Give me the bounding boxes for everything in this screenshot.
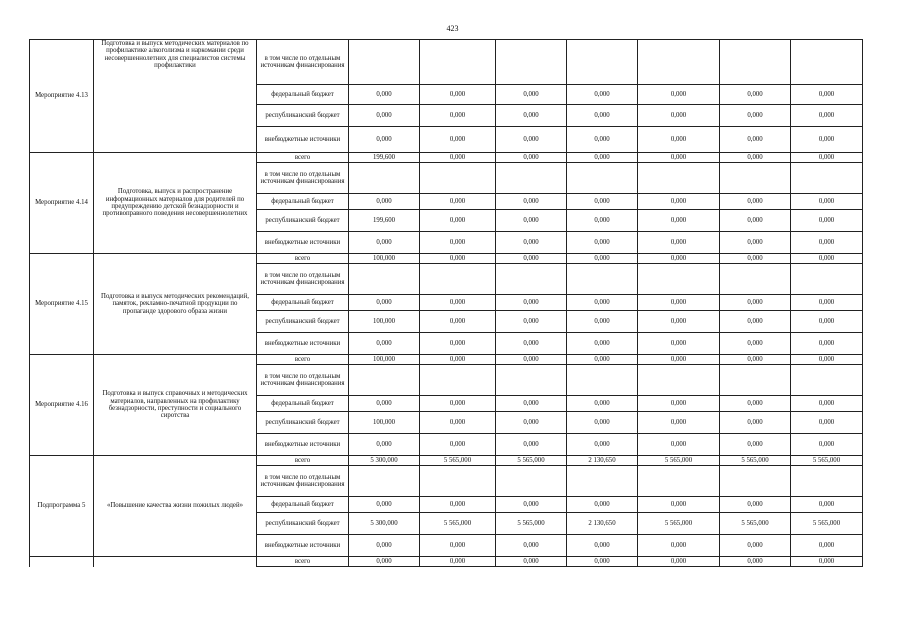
amount-cell: 0,000: [638, 311, 720, 333]
amount-cell: 0,000: [496, 105, 567, 127]
amount-cell: [349, 466, 420, 497]
amount-cell: 0,000: [791, 355, 863, 365]
amount-cell: 0,000: [567, 355, 638, 365]
amount-cell: [638, 365, 720, 396]
table-row: [30, 355, 863, 365]
funding-source: республиканский бюджет: [257, 210, 349, 232]
page-number: 423: [446, 24, 459, 33]
table-body: [30, 40, 863, 567]
amount-cell: 0,000: [420, 153, 496, 163]
funding-source: всего: [257, 254, 349, 264]
amount-cell: [720, 163, 791, 194]
amount-cell: 0,000: [496, 153, 567, 163]
amount-cell: [791, 466, 863, 497]
amount-cell: 0,000: [791, 412, 863, 434]
amount-cell: 0,000: [567, 194, 638, 210]
amount-cell: 0,000: [638, 153, 720, 163]
budget-table: [29, 39, 863, 567]
funding-source: республиканский бюджет: [257, 105, 349, 127]
amount-cell: [791, 365, 863, 396]
amount-cell: 5 565,000: [638, 456, 720, 466]
amount-cell: [496, 365, 567, 396]
amount-cell: 0,000: [496, 434, 567, 456]
amount-cell: 0,000: [720, 210, 791, 232]
amount-cell: [791, 163, 863, 194]
amount-cell: 0,000: [791, 210, 863, 232]
amount-cell: 0,000: [720, 355, 791, 365]
amount-cell: 5 565,000: [420, 456, 496, 466]
amount-cell: 0,000: [349, 557, 420, 567]
amount-cell: 0,000: [496, 232, 567, 254]
activity-code: Мероприятие 4.16: [30, 355, 94, 456]
amount-cell: 0,000: [638, 434, 720, 456]
amount-cell: 0,000: [420, 557, 496, 567]
funding-source: федеральный бюджет: [257, 295, 349, 311]
amount-cell: [420, 163, 496, 194]
amount-cell: [349, 40, 420, 85]
amount-cell: 0,000: [567, 497, 638, 513]
funding-source: всего: [257, 153, 349, 163]
amount-cell: 0,000: [349, 535, 420, 557]
funding-source: в том числе по отдельным источникам финансирования: [257, 163, 349, 194]
amount-cell: [420, 365, 496, 396]
amount-cell: 0,000: [791, 295, 863, 311]
amount-cell: 0,000: [567, 333, 638, 355]
amount-cell: 0,000: [567, 85, 638, 105]
amount-cell: 0,000: [420, 434, 496, 456]
amount-cell: 0,000: [567, 557, 638, 567]
amount-cell: 0,000: [349, 333, 420, 355]
amount-cell: 0,000: [720, 232, 791, 254]
table-row: [30, 456, 863, 466]
amount-cell: 0,000: [720, 412, 791, 434]
activity-title: Подготовка, выпуск и распространение информационных материалов для родителей по предупреждению детской безнадзорности и противоправного поведения несовершеннолетних: [94, 153, 257, 254]
amount-cell: 0,000: [638, 194, 720, 210]
amount-cell: 2 130,650: [567, 513, 638, 535]
amount-cell: 0,000: [496, 295, 567, 311]
amount-cell: 0,000: [720, 557, 791, 567]
amount-cell: [420, 40, 496, 85]
amount-cell: 0,000: [420, 396, 496, 412]
amount-cell: 0,000: [349, 232, 420, 254]
amount-cell: 0,000: [420, 232, 496, 254]
amount-cell: 0,000: [496, 497, 567, 513]
amount-cell: 5 565,000: [791, 513, 863, 535]
funding-source: в том числе по отдельным источникам финансирования: [257, 365, 349, 396]
amount-cell: 0,000: [791, 333, 863, 355]
amount-cell: 0,000: [496, 557, 567, 567]
amount-cell: 0,000: [420, 535, 496, 557]
amount-cell: 5 565,000: [496, 456, 567, 466]
activity-code: Мероприятие 4.14: [30, 153, 94, 254]
amount-cell: 0,000: [496, 210, 567, 232]
amount-cell: 0,000: [567, 295, 638, 311]
amount-cell: [567, 466, 638, 497]
amount-cell: 0,000: [349, 434, 420, 456]
amount-cell: 0,000: [720, 535, 791, 557]
activity-title: Подготовка и выпуск справочных и методических материалов, направленных на профилактику безнадзорности, преступности и социального сиротства: [94, 355, 257, 456]
amount-cell: 0,000: [420, 497, 496, 513]
amount-cell: 5 300,000: [349, 513, 420, 535]
amount-cell: 0,000: [638, 232, 720, 254]
amount-cell: 0,000: [496, 412, 567, 434]
amount-cell: 0,000: [720, 295, 791, 311]
amount-cell: [720, 264, 791, 295]
amount-cell: 0,000: [791, 232, 863, 254]
amount-cell: [496, 163, 567, 194]
amount-cell: 0,000: [420, 105, 496, 127]
amount-cell: 0,000: [638, 497, 720, 513]
amount-cell: 0,000: [791, 557, 863, 567]
amount-cell: 0,000: [496, 85, 567, 105]
amount-cell: 0,000: [567, 434, 638, 456]
funding-source: внебюджетные источники: [257, 127, 349, 153]
amount-cell: 100,000: [349, 412, 420, 434]
amount-cell: 2 130,650: [567, 456, 638, 466]
amount-cell: [496, 466, 567, 497]
funding-source: республиканский бюджет: [257, 513, 349, 535]
activity-title: [94, 557, 257, 567]
activity-title: «Повышение качества жизни пожилых людей»: [94, 456, 257, 557]
amount-cell: 0,000: [638, 85, 720, 105]
funding-source: всего: [257, 355, 349, 365]
amount-cell: 0,000: [720, 333, 791, 355]
funding-source: в том числе по отдельным источникам финансирования: [257, 466, 349, 497]
amount-cell: 0,000: [638, 254, 720, 264]
amount-cell: 0,000: [567, 153, 638, 163]
amount-cell: 0,000: [567, 105, 638, 127]
amount-cell: 0,000: [496, 127, 567, 153]
amount-cell: 0,000: [496, 333, 567, 355]
amount-cell: 5 565,000: [720, 456, 791, 466]
amount-cell: 0,000: [638, 333, 720, 355]
funding-source: в том числе по отдельным источникам финансирования: [257, 264, 349, 295]
amount-cell: 0,000: [496, 535, 567, 557]
amount-cell: 5 565,000: [420, 513, 496, 535]
amount-cell: 100,000: [349, 254, 420, 264]
amount-cell: 0,000: [720, 127, 791, 153]
amount-cell: 5 565,000: [791, 456, 863, 466]
amount-cell: 0,000: [349, 396, 420, 412]
amount-cell: 0,000: [496, 355, 567, 365]
amount-cell: 100,000: [349, 311, 420, 333]
amount-cell: 199,600: [349, 153, 420, 163]
activity-title: Подготовка и выпуск методических материалов по профилактике алкоголизма и наркомании среди несовершеннолетних для специалистов системы профилактики: [94, 40, 257, 153]
funding-source: в том числе по отдельным источникам финансирования: [257, 40, 349, 85]
amount-cell: [638, 163, 720, 194]
amount-cell: 0,000: [349, 194, 420, 210]
amount-cell: 0,000: [638, 535, 720, 557]
amount-cell: 0,000: [720, 85, 791, 105]
amount-cell: [349, 264, 420, 295]
amount-cell: 199,600: [349, 210, 420, 232]
amount-cell: 0,000: [638, 396, 720, 412]
amount-cell: 0,000: [420, 311, 496, 333]
table-row: [30, 557, 863, 567]
amount-cell: 0,000: [496, 396, 567, 412]
amount-cell: 0,000: [720, 194, 791, 210]
amount-cell: 0,000: [567, 311, 638, 333]
amount-cell: [720, 40, 791, 85]
amount-cell: 0,000: [720, 396, 791, 412]
funding-source: федеральный бюджет: [257, 497, 349, 513]
funding-source: федеральный бюджет: [257, 396, 349, 412]
amount-cell: [349, 163, 420, 194]
amount-cell: 0,000: [638, 355, 720, 365]
funding-source: внебюджетные источники: [257, 333, 349, 355]
amount-cell: 0,000: [720, 153, 791, 163]
activity-code: Подпрограмма 5: [30, 456, 94, 557]
amount-cell: 5 565,000: [638, 513, 720, 535]
amount-cell: 0,000: [420, 355, 496, 365]
amount-cell: 0,000: [791, 535, 863, 557]
amount-cell: 0,000: [638, 295, 720, 311]
amount-cell: 0,000: [349, 105, 420, 127]
funding-source: внебюджетные источники: [257, 232, 349, 254]
table-row: [30, 153, 863, 163]
amount-cell: 0,000: [791, 105, 863, 127]
amount-cell: [720, 466, 791, 497]
amount-cell: [567, 264, 638, 295]
amount-cell: 0,000: [420, 254, 496, 264]
activity-code: [30, 557, 94, 567]
amount-cell: 0,000: [496, 311, 567, 333]
amount-cell: 0,000: [420, 194, 496, 210]
amount-cell: 0,000: [638, 412, 720, 434]
amount-cell: 0,000: [638, 210, 720, 232]
table-row: [30, 254, 863, 264]
amount-cell: 0,000: [349, 295, 420, 311]
amount-cell: [638, 264, 720, 295]
amount-cell: [791, 40, 863, 85]
amount-cell: [496, 40, 567, 85]
amount-cell: [720, 365, 791, 396]
amount-cell: 0,000: [638, 127, 720, 153]
activity-title: Подготовка и выпуск методических рекомендаций, памяток, рекламно-печатной продукции по пропаганде здорового образа жизни: [94, 254, 257, 355]
amount-cell: 0,000: [349, 127, 420, 153]
amount-cell: 0,000: [638, 557, 720, 567]
amount-cell: 0,000: [496, 254, 567, 264]
amount-cell: 0,000: [791, 311, 863, 333]
amount-cell: [349, 365, 420, 396]
amount-cell: 0,000: [720, 497, 791, 513]
funding-source: федеральный бюджет: [257, 85, 349, 105]
funding-source: республиканский бюджет: [257, 311, 349, 333]
amount-cell: 0,000: [791, 85, 863, 105]
funding-source: внебюджетные источники: [257, 535, 349, 557]
amount-cell: [567, 365, 638, 396]
amount-cell: [420, 466, 496, 497]
activity-code: Мероприятие 4.13: [30, 40, 94, 153]
amount-cell: [791, 264, 863, 295]
amount-cell: 0,000: [791, 127, 863, 153]
amount-cell: 0,000: [567, 210, 638, 232]
amount-cell: 0,000: [567, 535, 638, 557]
amount-cell: 0,000: [720, 311, 791, 333]
amount-cell: 0,000: [567, 412, 638, 434]
amount-cell: 0,000: [349, 85, 420, 105]
amount-cell: 5 300,000: [349, 456, 420, 466]
funding-source: внебюджетные источники: [257, 434, 349, 456]
amount-cell: [420, 264, 496, 295]
amount-cell: [567, 40, 638, 85]
amount-cell: 0,000: [791, 194, 863, 210]
amount-cell: 0,000: [638, 105, 720, 127]
amount-cell: 0,000: [349, 497, 420, 513]
amount-cell: 0,000: [720, 434, 791, 456]
table-row: [30, 40, 863, 85]
funding-source: федеральный бюджет: [257, 194, 349, 210]
amount-cell: 5 565,000: [720, 513, 791, 535]
funding-source: всего: [257, 557, 349, 567]
amount-cell: 0,000: [420, 85, 496, 105]
amount-cell: [638, 40, 720, 85]
amount-cell: 0,000: [720, 105, 791, 127]
amount-cell: 0,000: [420, 412, 496, 434]
amount-cell: 0,000: [720, 254, 791, 264]
activity-code: Мероприятие 4.15: [30, 254, 94, 355]
amount-cell: 0,000: [791, 497, 863, 513]
amount-cell: 0,000: [567, 254, 638, 264]
amount-cell: [567, 163, 638, 194]
amount-cell: 0,000: [420, 295, 496, 311]
amount-cell: 0,000: [791, 396, 863, 412]
amount-cell: 0,000: [420, 210, 496, 232]
amount-cell: 0,000: [567, 396, 638, 412]
amount-cell: 0,000: [791, 254, 863, 264]
amount-cell: 0,000: [420, 127, 496, 153]
amount-cell: [496, 264, 567, 295]
amount-cell: 0,000: [791, 434, 863, 456]
amount-cell: [638, 466, 720, 497]
amount-cell: 0,000: [567, 232, 638, 254]
amount-cell: 0,000: [420, 333, 496, 355]
amount-cell: 5 565,000: [496, 513, 567, 535]
amount-cell: 0,000: [791, 153, 863, 163]
amount-cell: 100,000: [349, 355, 420, 365]
funding-source: республиканский бюджет: [257, 412, 349, 434]
funding-source: всего: [257, 456, 349, 466]
amount-cell: 0,000: [496, 194, 567, 210]
amount-cell: 0,000: [567, 127, 638, 153]
